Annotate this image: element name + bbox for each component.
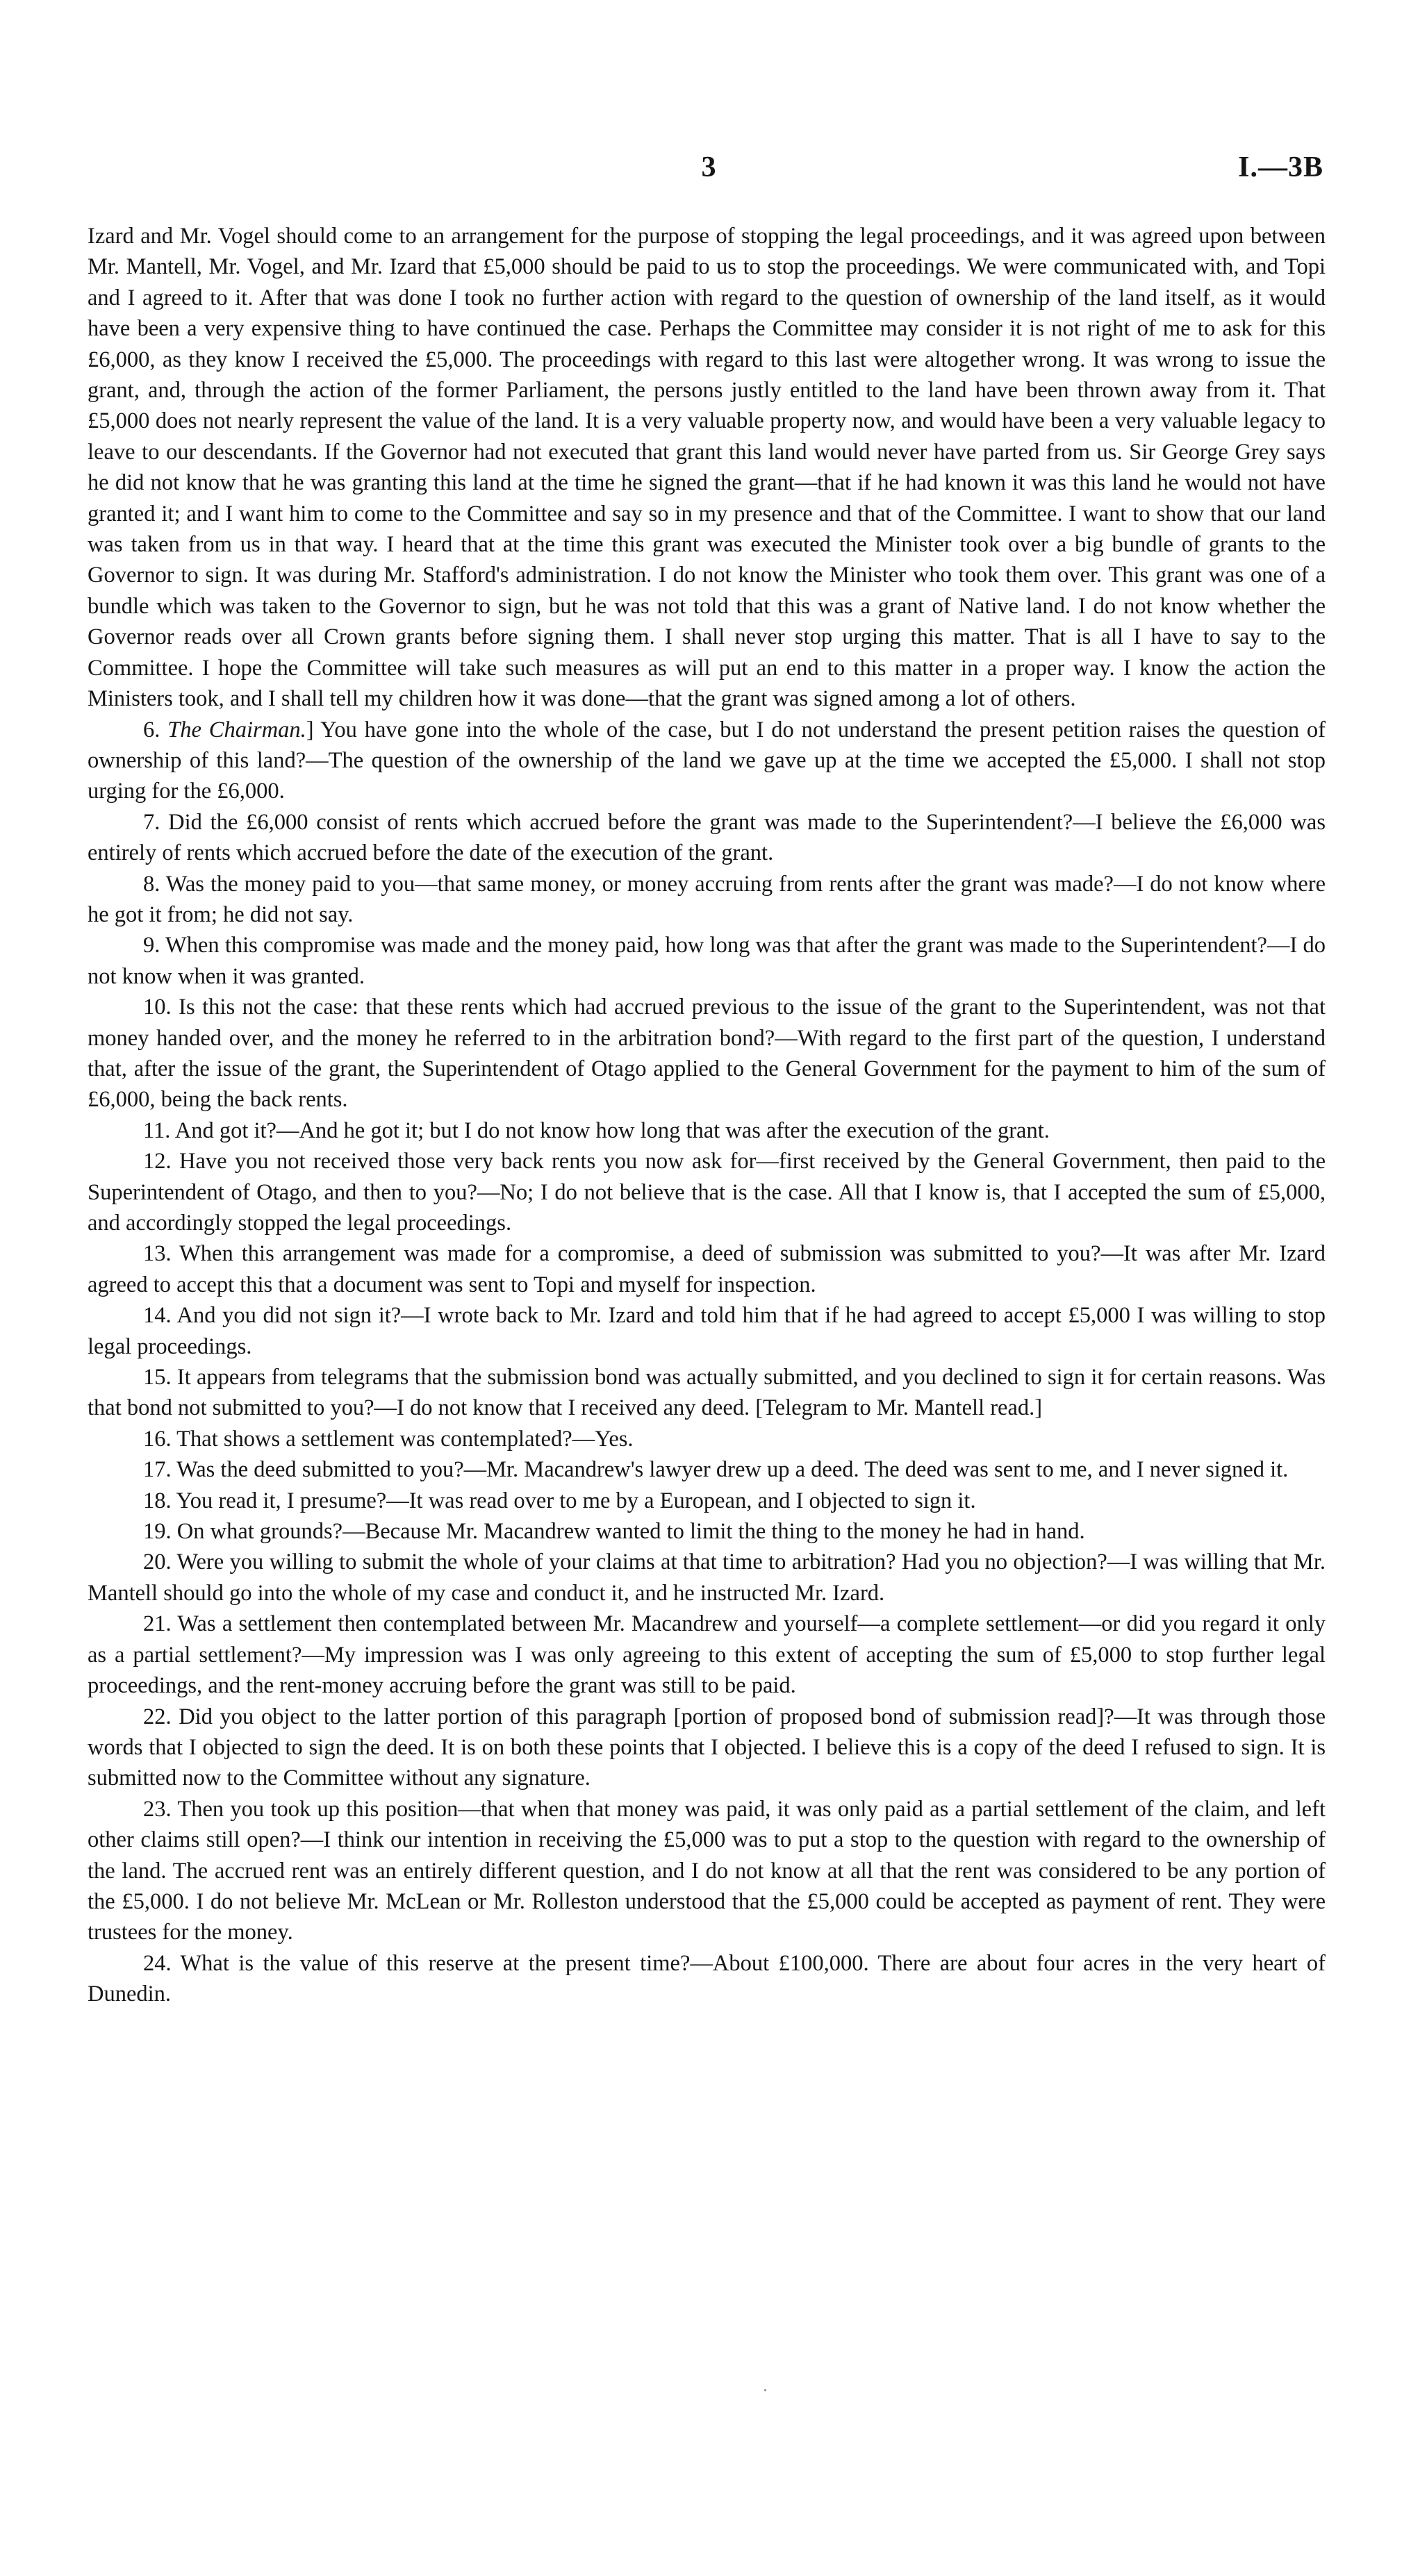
question-11: 11. And got it?—And he got it; but I do not know how long that was after the execution of the grant. [143, 1117, 1050, 1143]
question-8: 8. Was the money paid to you—that same money, or money accruing from rents after the grant was made?—I do not know where he got it from; he did not say. [88, 871, 1326, 927]
print-speck [764, 2389, 766, 2391]
question-13: 13. When this arrangement was made for a compromise, a deed of submission was submitted to you?—It was after Mr. Izard agreed to accept this that a document was sent to Topi and myself for inspection. [88, 1241, 1326, 1297]
question-14: 14. And you did not sign it?—I wrote back to Mr. Izard and told him that if he had agreed to accept £5,000 I was willing to stop legal proceedings. [88, 1303, 1326, 1359]
question-19: 19. On what grounds?—Because Mr. Macandrew wanted to limit the thing to the money he had in hand. [143, 1519, 1085, 1545]
question-17: 17. Was the deed submitted to you?—Mr. Macandrew's lawyer drew up a deed. The deed was sent to me, and I never signed it. [143, 1457, 1289, 1483]
document-reference: I.—3B [1238, 151, 1323, 183]
evidence-body [88, 221, 1326, 2010]
opening-paragraph: Izard and Mr. Vogel should come to an arrangement for the purpose of stopping the legal proceedings, and it was agreed upon between Mr. Mantell, Mr. Vogel, and Mr. Izard that £5,000 should be paid to us to stop the proceedings. We were communicated with, and Topi and I agreed to it. After that was done I took no further action with regard to the question of ownership of the land itself, as it would have been a very expensive thing to have continued the case. Perhaps the Committee may consider it is not right of me to ask for this £6,000, as they know I received the £5,000. The proceedings with regard to this last were altogether wrong. It was wrong to issue the grant, and, through the action of the former Parliament, the persons justly entitled to the land have been thrown away from it. That £5,000 does not nearly represent the value of the land. It is a very valuable property now, and would have been a very valuable legacy to leave to our descendants. If the Governor had not executed that grant this land would never have parted from us. Sir George Grey says he did not know that he was granting this land at the time he signed the grant—that if he had known it was this land he would not have granted it; and I want him to come to the Committee and say so in my presence and that of the Committee. I want to show that our land was taken from us in that way. I heard that at the time this grant was executed the Minister took over a big bundle of grants to the Governor to sign. It was during Mr. Stafford's administration. I do not know the Minister who took them over. This grant was one of a bundle which was taken to the Governor to sign, but he was not told that this was a grant of Native land. I do not know whether the Governor reads over all Crown grants before signing them. I shall never stop urging this matter. That is all I have to say to the Committee. I hope the Committee will take such measures as will put an end to this matter in a proper way. I know the action the Ministers took, and I shall tell my children how it was done—that the grant was signed among a lot of others. [88, 224, 1326, 712]
question-23: 23. Then you took up this position—that when that money was paid, it was only paid as a partial settlement of the claim, and left other claims still open?—I think our intention in receiving the £5,000 was to put a stop to the question with regard to the ownership of the land. The accrued rent was an entirely different question, and I do not know at all that the rent was considered to be any portion of the £5,000. I do not believe Mr. McLean or Mr. Rolleston understood that the £5,000 could be accepted as payment of rent. They were trustees for the money. [88, 1796, 1326, 1945]
question-20: 20. Were you willing to submit the whole of your claims at that time to arbitration? Had you no objection?—I was willing that Mr. Mantell should go into the whole of my case and conduct it, and he instructed Mr. Izard. [88, 1549, 1326, 1606]
question-16: 16. That shows a settlement was contemplated?—Yes. [143, 1426, 634, 1452]
question-24: 24. What is the value of this reserve at the present time?—About £100,000. There are about four acres in the very heart of Dunedin. [88, 1950, 1326, 2007]
question-15: 15. It appears from telegrams that the submission bond was actually submitted, and you declined to sign it for certain reasons. Was that bond not submitted to you?—I do not know that I received any deed. [Telegram to Mr. Mantell read.] [88, 1365, 1326, 1421]
question-18: 18. You read it, I presume?—It was read over to me by a European, and I objected to sign it. [143, 1488, 976, 1513]
question-6 [88, 715, 1326, 807]
chairman-label: The Chairman. [167, 717, 306, 742]
question-7: 7. Did the £6,000 consist of rents which accrued before the grant was made to the Superintendent?—I believe the £6,000 was entirely of rents which accrued before the date of the execution of the grant. [88, 809, 1326, 866]
page-number: 3 [701, 151, 716, 183]
question-9: 9. When this compromise was made and the money paid, how long was that after the grant was made to the Superintendent?—I do not know when it was granted. [88, 933, 1326, 989]
question-22: 22. Did you object to the latter portion of this paragraph [portion of proposed bond of submission read]?—It was through those words that I objected to sign the deed. It is on both these points that I objected. I believe this is a copy of the deed I refused to sign. It is submitted now to the Committee without any signature. [88, 1704, 1326, 1791]
question-12: 12. Have you not received those very back rents you now ask for—first received by the General Government, then paid to the Superintendent of Otago, and then to you?—No; I do not believe that is the case. All that I know is, that I accepted the sum of £5,000, and accordingly stopped the legal proceedings. [88, 1149, 1326, 1236]
question-21: 21. Was a settlement then contemplated between Mr. Macandrew and yourself—a complete settlement—or did you regard it only as a partial settlement?—My impression was I was only agreeing to this extent of accepting the sum of £5,000 to stop further legal proceedings, and the rent-money accruing before the grant was still to be paid. [88, 1611, 1326, 1699]
question-6-text: ] You have gone into the whole of the case, but I do not understand the present petition raises the question of ownership of this land?—The question of the ownership of the land we gave up at the time we accepted the £5,000. I shall not stop urging for the £6,000. [88, 717, 1326, 804]
question-6-number: 6. [143, 717, 168, 742]
question-10: 10. Is this not the case: that these rents which had accrued previous to the issue of the grant to the Superintendent, was not that money handed over, and the money he referred to in the arbitration bond?—With regard to the first part of the question, I understand that, after the issue of the grant, the Superintendent of Otago applied to the General Government for the payment to him of the sum of £6,000, being the back rents. [88, 995, 1326, 1113]
